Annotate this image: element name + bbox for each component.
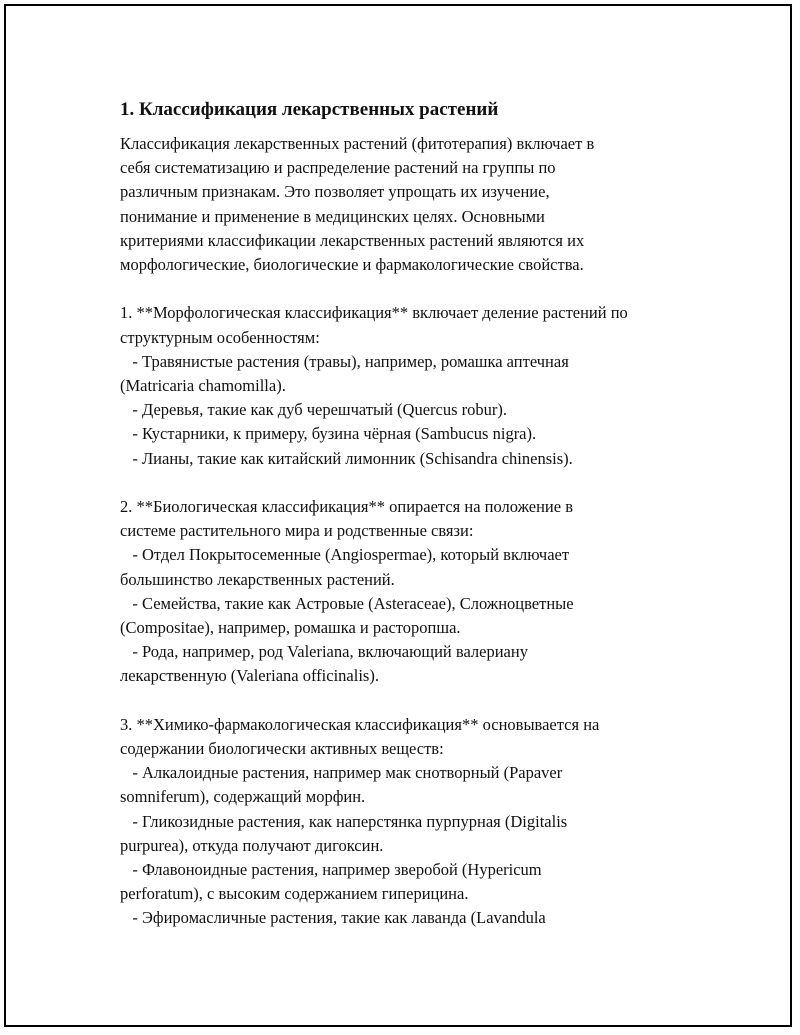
list-item: (Matricaria chamomilla).: [120, 376, 286, 396]
section-morphological: [120, 301, 710, 470]
list-item: - Травянистые растения (травы), например, ромашка аптечная: [120, 351, 569, 371]
section-heading-line: системе растительного мира и родственные связи:: [120, 521, 474, 541]
list-item: - Отдел Покрытосеменные (Angiospermae), который включает: [120, 545, 570, 565]
paragraph-gap: [120, 277, 710, 301]
section-heading-line: 3. **Химико-фармакологическая классификация** основывается на: [120, 714, 600, 734]
paragraph-gap: [120, 471, 710, 495]
intro-line: различным признакам. Это позволяет упрощать их изучение,: [120, 182, 550, 202]
document-content: [120, 98, 710, 931]
intro-line: понимание и применение в медицинских целях. Основными: [120, 206, 545, 226]
list-item: - Семейства, такие как Астровые (Asteraceae), Сложноцветные: [120, 593, 574, 613]
list-item: - Флавоноидные растения, например зверобой (Hypericum: [120, 860, 542, 880]
paragraph-gap: [120, 689, 710, 713]
intro-line: себя систематизацию и распределение растений на группы по: [120, 158, 556, 178]
list-item: somniferum), содержащий морфин.: [120, 787, 366, 807]
section-heading-line: структурным особенностям:: [120, 327, 320, 347]
document-page: [4, 4, 792, 1027]
intro-paragraph: [120, 132, 710, 277]
list-item: - Деревья, такие как дуб черешчатый (Quercus robur).: [120, 400, 508, 420]
intro-line: Классификация лекарственных растений (фитотерапия) включает в: [120, 134, 595, 153]
list-item: - Лианы, такие как китайский лимонник (Schisandra chinensis).: [120, 448, 573, 468]
intro-line: морфологические, биологические и фармакологические свойства.: [120, 255, 584, 275]
list-item: perforatum), с высоким содержанием гиперицина.: [120, 884, 469, 904]
list-item: - Гликозидные растения, как наперстянка пурпурная (Digitalis: [120, 811, 568, 831]
list-item: - Алкалоидные растения, например мак снотворный (Papaver: [120, 763, 563, 783]
section-heading-line: содержании биологически активных веществ:: [120, 739, 444, 759]
section-heading-line: 2. **Биологическая классификация** опирается на положение в: [120, 497, 573, 517]
list-item: большинство лекарственных растений.: [120, 569, 395, 589]
section-biological: [120, 495, 710, 689]
list-item: - Кустарники, к примеру, бузина чёрная (Sambucus nigra).: [120, 424, 537, 444]
list-item: - Эфиромасличные растения, такие как лаванда (Lavandula: [120, 908, 546, 928]
list-item: - Рода, например, род Valeriana, включающий валериану: [120, 642, 528, 662]
list-item: лекарственную (Valeriana officinalis).: [120, 666, 379, 686]
list-item: purpurea), откуда получают дигоксин.: [120, 835, 384, 855]
document-title: 1. Классификация лекарственных растений: [120, 99, 499, 120]
list-item: (Compositae), например, ромашка и расторопша.: [120, 618, 461, 638]
intro-line: критериями классификации лекарственных растений являются их: [120, 230, 585, 250]
section-chemical-pharmacological: [120, 713, 710, 931]
section-heading-line: 1. **Морфологическая классификация** включает деление растений по: [120, 303, 628, 323]
